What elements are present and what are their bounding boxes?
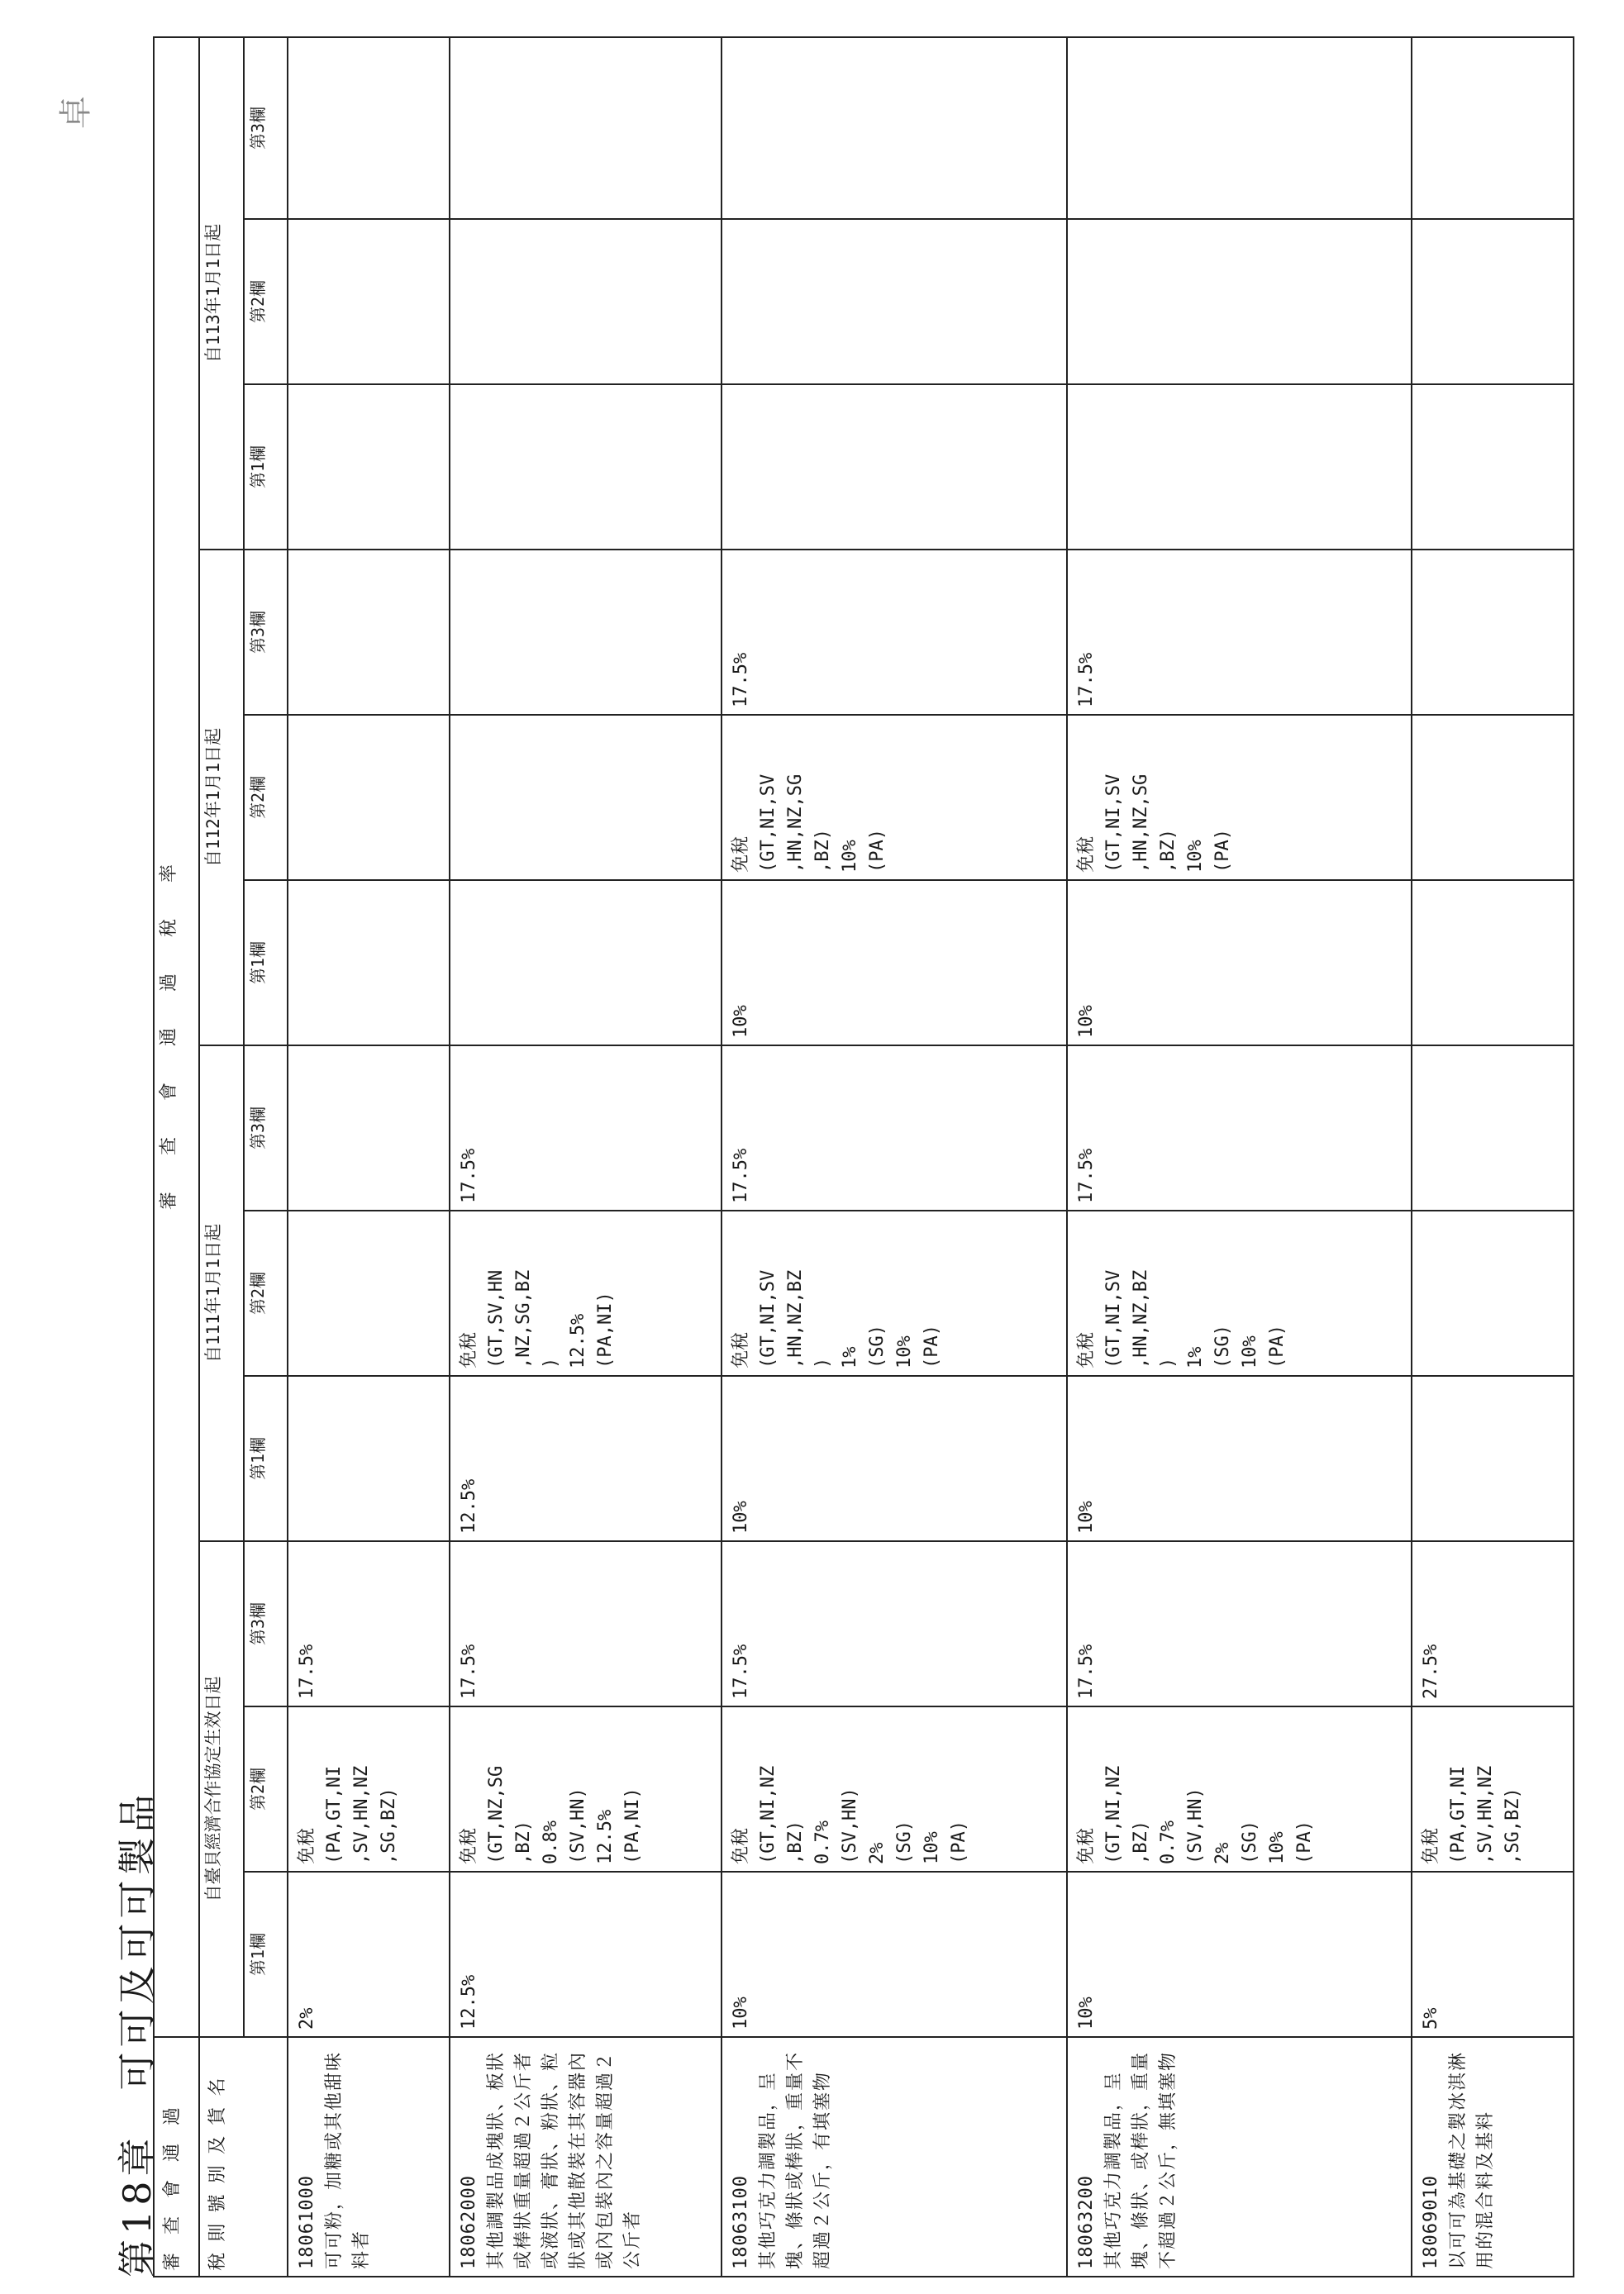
rate-cell — [722, 1211, 1066, 1376]
goods-description: 其他巧克力調製品，呈塊、條狀或棒狀，重量不超過２公斤，有填塞物 — [758, 2050, 834, 2269]
rate-value: 17.5% — [459, 1148, 480, 1203]
column-header: 第1欄 — [244, 1872, 288, 2037]
item-cell — [288, 2037, 450, 2277]
rate-cell — [1067, 1872, 1412, 2037]
rate-cell — [722, 1706, 1066, 1872]
rate-cell — [288, 219, 450, 384]
rate-cell — [722, 219, 1066, 384]
rate-cell — [450, 37, 722, 219]
header-row-2 — [199, 37, 244, 2277]
column-header: 第2欄 — [244, 219, 288, 384]
rate-value: 10% — [731, 1997, 752, 2030]
rate-cell — [722, 37, 1066, 219]
rate-value: 12.5% — [459, 1974, 480, 2030]
tariff-code: 18061000 — [297, 2175, 318, 2269]
header-code-desc: 稅 則 號 別 及 貨 名 — [199, 2037, 288, 2277]
rate-cell — [1412, 715, 1574, 880]
rate-cell — [288, 880, 450, 1045]
rate-cell — [722, 1045, 1066, 1211]
rate-cell — [1067, 1211, 1412, 1376]
rate-value: 12.5% — [459, 1478, 480, 1534]
rate-value: 10% — [731, 1501, 752, 1534]
rate-value: 10% — [1075, 1005, 1097, 1038]
period-header: 自111年1月1日起 — [199, 1045, 244, 1541]
rate-cell — [288, 1872, 450, 2037]
table-body — [288, 37, 1574, 2277]
rate-cell — [1067, 1541, 1412, 1706]
rate-cell — [450, 219, 722, 384]
goods-description: 可可粉，加糖或其他甜味料者 — [324, 2050, 373, 2269]
rate-value: 免稅 (PA,GT,NI ,SV,HN,NZ ,SG,BZ) — [297, 1765, 400, 1864]
table-row — [722, 37, 1066, 2277]
rate-cell — [450, 1211, 722, 1376]
rate-cell — [1412, 1376, 1574, 1541]
item-cell — [722, 2037, 1066, 2277]
rate-value: 17.5% — [731, 652, 752, 707]
header-rates-title: 審 查 會 通 過 稅 率 — [154, 37, 199, 2037]
column-header: 第1欄 — [244, 1376, 288, 1541]
rate-cell — [1067, 715, 1412, 880]
tariff-code: 18069010 — [1421, 2175, 1442, 2269]
rate-cell — [450, 880, 722, 1045]
rate-value: 27.5% — [1421, 1644, 1442, 1699]
rate-cell — [1412, 219, 1574, 384]
rate-cell — [288, 715, 450, 880]
rate-value: 免稅 (GT,SV,HN ,NZ,SG,BZ ) 12.5% (PA,NI) — [459, 1269, 617, 1368]
goods-description: 以可可為基礎之製冰淇淋用的混合料及基料 — [1448, 2050, 1497, 2269]
table-row — [288, 37, 450, 2277]
rate-value: 免稅 (GT,NI,NZ ,BZ) 0.7% (SV,HN) 2% (SG) 10% (PA) — [731, 1765, 970, 1864]
column-header: 第3欄 — [244, 550, 288, 715]
tariff-table — [153, 36, 1574, 2277]
rate-value: 免稅 (GT,NI,SV ,HN,NZ,SG ,BZ) 10% (PA) — [1075, 773, 1233, 873]
item-cell — [450, 2037, 722, 2277]
tariff-code: 18063100 — [731, 2175, 752, 2269]
period-header: 自113年1月1日起 — [199, 37, 244, 550]
rate-cell — [450, 1376, 722, 1541]
rate-cell — [450, 1706, 722, 1872]
rate-cell — [1067, 37, 1412, 219]
rate-cell — [1412, 550, 1574, 715]
column-header: 第1欄 — [244, 384, 288, 550]
column-header: 第2欄 — [244, 1706, 288, 1872]
rate-cell — [1412, 1211, 1574, 1376]
rate-cell — [450, 1541, 722, 1706]
rate-value: 17.5% — [731, 1148, 752, 1203]
rate-value: 17.5% — [297, 1644, 318, 1699]
rate-cell — [1067, 1045, 1412, 1211]
rate-value: 免稅 (GT,NI,SV ,HN,NZ,BZ ) 1% (SG) 10% (PA) — [731, 1269, 943, 1368]
header-row-1 — [154, 37, 199, 2277]
rate-cell — [450, 1045, 722, 1211]
rate-value: 免稅 (GT,NZ,SG ,BZ) 0.8% (SV,HN) 12.5% (PA,NI) — [459, 1765, 644, 1864]
rate-value: 10% — [731, 1005, 752, 1038]
rate-cell — [1412, 384, 1574, 550]
rate-cell — [450, 1872, 722, 2037]
rate-cell — [450, 550, 722, 715]
header-row-3 — [244, 37, 288, 2277]
rate-cell — [288, 1541, 450, 1706]
rate-value: 免稅 (GT,NI,SV ,HN,NZ,BZ ) 1% (SG) 10% (PA) — [1075, 1269, 1288, 1368]
column-header: 第2欄 — [244, 715, 288, 880]
rate-cell — [288, 37, 450, 219]
rate-cell — [288, 1376, 450, 1541]
rate-cell — [722, 1872, 1066, 2037]
goods-description: 其他調製品成塊狀、板狀或棒狀重量超過２公斤者或液狀、膏狀、粉狀、粒狀或其他散裝在其容器內或內包裝內之容量超過２公斤者 — [486, 2050, 644, 2269]
rate-value: 17.5% — [459, 1644, 480, 1699]
item-cell — [1412, 2037, 1574, 2277]
table-row — [450, 37, 722, 2277]
rate-cell — [722, 880, 1066, 1045]
rate-cell — [1412, 1706, 1574, 1872]
rate-cell — [1412, 880, 1574, 1045]
column-header: 第3欄 — [244, 1541, 288, 1706]
rate-cell — [288, 550, 450, 715]
rate-cell — [1067, 880, 1412, 1045]
rate-cell — [1067, 1706, 1412, 1872]
tariff-code: 18062000 — [459, 2175, 480, 2269]
rate-value: 10% — [1075, 1997, 1097, 2030]
table-row — [1412, 37, 1574, 2277]
rate-cell — [722, 1541, 1066, 1706]
rate-cell — [1412, 1541, 1574, 1706]
rate-value: 2% — [297, 2007, 318, 2030]
tariff-code: 18063200 — [1075, 2175, 1097, 2269]
goods-description: 其他巧克力調製品，呈塊、條狀、或棒狀，重量不超過２公斤，無填塞物 — [1103, 2050, 1179, 2269]
rate-cell — [722, 1376, 1066, 1541]
rate-cell — [1412, 1045, 1574, 1211]
column-header: 第3欄 — [244, 1045, 288, 1211]
table-row — [1067, 37, 1412, 2277]
rate-cell — [1412, 1872, 1574, 2037]
item-cell — [1067, 2037, 1412, 2277]
rate-value: 免稅 (PA,GT,NI ,SV,HN,NZ ,SG,BZ) — [1421, 1765, 1524, 1864]
rate-value: 5% — [1421, 2007, 1442, 2030]
rate-cell — [722, 384, 1066, 550]
rate-cell — [1067, 1376, 1412, 1541]
rate-value: 17.5% — [731, 1644, 752, 1699]
column-header: 第2欄 — [244, 1211, 288, 1376]
rate-value: 17.5% — [1075, 652, 1097, 707]
rate-cell — [288, 1045, 450, 1211]
rate-cell — [722, 550, 1066, 715]
rate-cell — [722, 715, 1066, 880]
rate-value: 17.5% — [1075, 1148, 1097, 1203]
rate-cell — [288, 384, 450, 550]
rate-value: 免稅 (GT,NI,SV ,HN,NZ,SG ,BZ) 10% (PA) — [731, 773, 888, 873]
rate-cell — [450, 715, 722, 880]
chapter-title: 第18章 可可及可可製品 — [115, 1789, 160, 2277]
rate-cell — [1067, 384, 1412, 550]
page-number: 卓 — [57, 96, 95, 129]
rate-value: 10% — [1075, 1501, 1097, 1534]
rate-cell — [1067, 219, 1412, 384]
rate-cell — [288, 1211, 450, 1376]
rate-cell — [1412, 37, 1574, 219]
period-header: 自臺貝經濟合作協定生效日起 — [199, 1541, 244, 2037]
column-header: 第3欄 — [244, 37, 288, 219]
period-header: 自112年1月1日起 — [199, 550, 244, 1045]
rate-cell — [1067, 550, 1412, 715]
rate-value: 免稅 (GT,NI,NZ ,BZ) 0.7% (SV,HN) 2% (SG) 10% (PA) — [1075, 1765, 1315, 1864]
rate-cell — [288, 1706, 450, 1872]
rate-cell — [450, 384, 722, 550]
column-header: 第1欄 — [244, 880, 288, 1045]
header-committee: 審 查 會 通 過 — [154, 2037, 199, 2277]
rate-value: 17.5% — [1075, 1644, 1097, 1699]
